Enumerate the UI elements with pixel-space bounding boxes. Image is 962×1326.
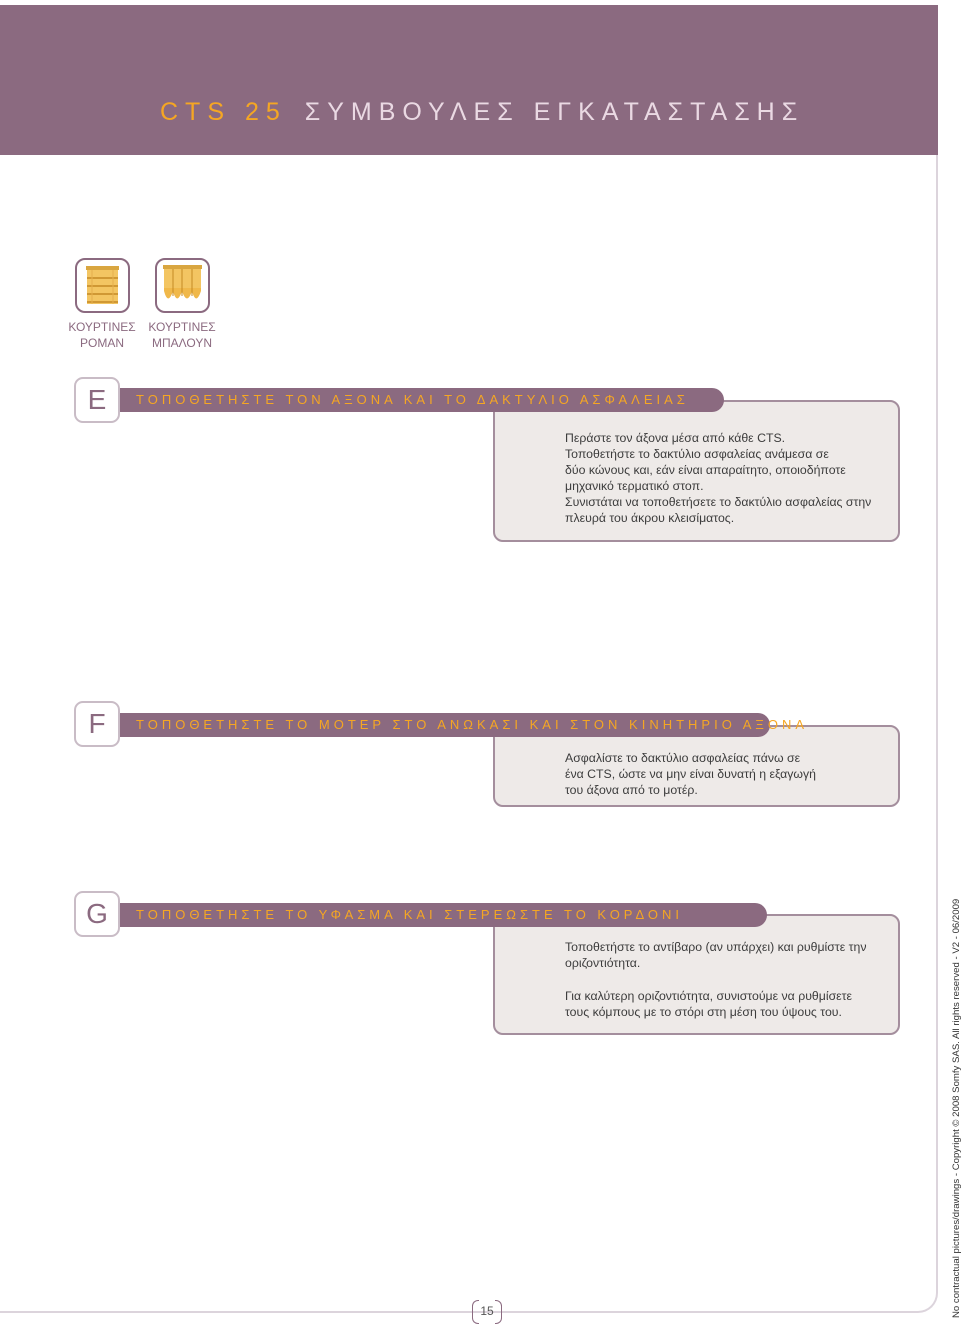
balloon-shade-icon	[155, 258, 210, 313]
step-text-line: δύο κώνους και, εάν είναι απαραίτητο, οποιοδήποτε	[565, 463, 846, 477]
step-e-badge: E	[74, 377, 120, 423]
product-label-line1: ΚΟΥΡΤΙΝΕΣ	[148, 320, 216, 334]
step-text-line: Τοποθετήστε το αντίβαρο (αν υπάρχει) και ρυθμίστε την	[565, 940, 867, 954]
product-balloon	[137, 258, 227, 351]
step-text-line: Περάστε τον άξονα μέσα από κάθε CTS.	[565, 431, 786, 445]
roman-shade-icon	[75, 258, 130, 313]
product-label-line1: ΚΟΥΡΤΙΝΕΣ	[68, 320, 136, 334]
step-f-text	[565, 750, 885, 798]
page-title	[160, 98, 804, 127]
step-text-line: Τοποθετήστε το δακτύλιο ασφαλείας ανάμεσα σε	[565, 447, 829, 461]
step-e-title: ΤΟΠΟΘΕΤΗΣΤΕ ΤΟΝ ΑΞΟΝΑ ΚΑΙ ΤΟ ΔΑΚΤΥΛΙΟ ΑΣΦΑΛΕΙΑΣ	[136, 392, 689, 407]
step-text-line: Συνιστάται να τοποθετήσετε το δακτύλιο ασφαλείας στην	[565, 495, 872, 509]
step-e-text	[565, 430, 885, 526]
title-prefix: CTS 25	[160, 98, 287, 126]
step-g-title: ΤΟΠΟΘΕΤΗΣΤΕ ΤΟ ΥΦΑΣΜΑ ΚΑΙ ΣΤΕΡΕΩΣΤΕ ΤΟ ΚΟΡΔΟΝΙ	[136, 907, 684, 922]
step-text-line: πλευρά του άκρου κλεισίματος.	[565, 511, 735, 525]
page-header	[0, 5, 938, 155]
step-text-line: Για καλύτερη οριζοντιότητα, συνιστούμε να ρυθμίσετε	[565, 989, 852, 1003]
step-f-badge: F	[74, 701, 120, 747]
step-text-line: του άξονα από το μοτέρ.	[565, 783, 698, 797]
product-label	[137, 319, 227, 351]
step-text-line: Ασφαλίστε το δακτύλιο ασφαλείας πάνω σε	[565, 751, 801, 765]
product-label	[57, 319, 147, 351]
step-f-title: ΤΟΠΟΘΕΤΗΣΤΕ ΤΟ ΜΟΤΕΡ ΣΤΟ ΑΝΩΚΑΣΙ ΚΑΙ ΣΤΟΝ ΚΙΝΗΤΗΡΙΟ ΑΞΟΝΑ	[136, 717, 808, 732]
step-g-header	[120, 903, 767, 927]
step-g-text	[565, 939, 885, 1020]
copyright-notice: No contractual pictures/drawings - Copyright © 2008 Somfy SAS. All rights reserved - V2 - 06/2009	[951, 898, 962, 1318]
step-text-line: τους κόμπους με το στόρι στη μέση του ύψους του.	[565, 1005, 842, 1019]
step-f-header	[120, 713, 808, 737]
step-g-badge: G	[74, 891, 120, 937]
page-frame	[0, 5, 938, 1313]
step-text-line: ένα CTS, ώστε να μην είναι δυνατή η εξαγωγή	[565, 767, 817, 781]
step-text-line: οριζοντιότητα.	[565, 956, 641, 970]
title-rest: ΣΥΜΒΟΥΛΕΣ ΕΓΚΑΤΑΣΤΑΣΗΣ	[304, 98, 805, 126]
product-roman	[57, 258, 147, 351]
step-text-line: μηχανικό τερματικό στοπ.	[565, 479, 704, 493]
page-number: 15	[472, 1298, 502, 1324]
product-label-line2: ΡΟΜΑΝ	[79, 336, 124, 350]
product-label-line2: ΜΠΑΛΟΥΝ	[151, 336, 213, 350]
step-e-header	[120, 388, 724, 412]
